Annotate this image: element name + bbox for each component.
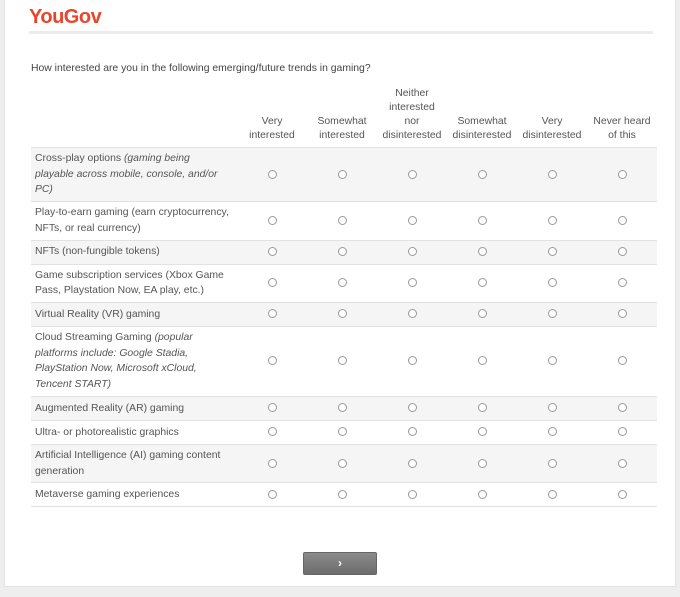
radio-cell xyxy=(587,240,657,264)
radio-cell xyxy=(447,302,517,326)
radio-button[interactable] xyxy=(268,247,277,256)
radio-cell xyxy=(377,396,447,420)
table-row xyxy=(31,264,657,302)
radio-button[interactable] xyxy=(268,356,277,365)
table-row xyxy=(31,444,657,482)
radio-cell xyxy=(517,444,587,482)
row-label-note: (popular platforms include: Google Stadia, PlayStation Now, Microsoft xCloud, Tencent START) xyxy=(35,332,197,391)
radio-button[interactable] xyxy=(338,403,347,412)
radio-cell xyxy=(517,264,587,302)
radio-button[interactable] xyxy=(408,427,417,436)
radio-cell xyxy=(237,264,307,302)
question-text: How interested are you in the following emerging/future trends in gaming? xyxy=(31,63,371,74)
radio-button[interactable] xyxy=(268,309,277,318)
row-label xyxy=(31,444,237,482)
row-label-text: Artificial Intelligence (AI) gaming content generation xyxy=(35,449,221,477)
row-label xyxy=(31,483,237,507)
radio-button[interactable] xyxy=(268,427,277,436)
radio-button[interactable] xyxy=(618,216,627,225)
radio-cell xyxy=(307,302,377,326)
column-header-very-disinterested: Very disinterested xyxy=(522,116,582,141)
radio-cell xyxy=(377,302,447,326)
radio-cell xyxy=(377,240,447,264)
radio-button[interactable] xyxy=(338,278,347,287)
radio-button[interactable] xyxy=(548,309,557,318)
radio-cell xyxy=(517,302,587,326)
radio-button[interactable] xyxy=(478,170,487,179)
radio-cell xyxy=(447,396,517,420)
radio-cell xyxy=(237,396,307,420)
radio-cell xyxy=(307,420,377,444)
radio-button[interactable] xyxy=(338,216,347,225)
row-label-text: Ultra- or photorealistic graphics xyxy=(35,426,179,438)
radio-cell xyxy=(447,202,517,240)
radio-button[interactable] xyxy=(478,247,487,256)
radio-cell xyxy=(587,202,657,240)
table-row xyxy=(31,302,657,326)
radio-button[interactable] xyxy=(408,170,417,179)
radio-button[interactable] xyxy=(618,247,627,256)
radio-cell xyxy=(307,444,377,482)
row-label-text: NFTs (non-fungible tokens) xyxy=(35,246,160,258)
row-label xyxy=(31,240,237,264)
radio-button[interactable] xyxy=(338,170,347,179)
row-label-text: Augmented Reality (AR) gaming xyxy=(35,402,185,414)
row-label-text: Cross-play options xyxy=(35,153,124,164)
radio-button[interactable] xyxy=(618,427,627,436)
radio-cell xyxy=(307,264,377,302)
radio-cell xyxy=(517,396,587,420)
radio-cell xyxy=(587,264,657,302)
radio-button[interactable] xyxy=(408,216,417,225)
row-label-text: Metaverse gaming experiences xyxy=(35,488,180,500)
table-row xyxy=(31,420,657,444)
radio-cell xyxy=(377,483,447,507)
radio-button[interactable] xyxy=(408,356,417,365)
radio-button[interactable] xyxy=(478,427,487,436)
likert-grid xyxy=(31,87,657,507)
radio-cell xyxy=(517,202,587,240)
radio-button[interactable] xyxy=(478,490,487,499)
radio-cell xyxy=(447,326,517,396)
radio-button[interactable] xyxy=(268,403,277,412)
radio-cell xyxy=(517,326,587,396)
radio-cell xyxy=(237,326,307,396)
column-header-very-interested: Very interested xyxy=(249,116,295,141)
radio-button[interactable] xyxy=(408,459,417,468)
radio-cell xyxy=(447,240,517,264)
column-header-neither: Neither interested nor disinterested xyxy=(382,88,442,141)
row-label xyxy=(31,420,237,444)
radio-cell xyxy=(377,326,447,396)
radio-button[interactable] xyxy=(618,403,627,412)
radio-cell xyxy=(307,326,377,396)
radio-button[interactable] xyxy=(478,216,487,225)
radio-cell xyxy=(587,420,657,444)
radio-cell xyxy=(587,148,657,202)
radio-button[interactable] xyxy=(268,170,277,179)
row-label-text: Virtual Reality (VR) gaming xyxy=(35,308,161,320)
radio-cell xyxy=(517,148,587,202)
radio-cell xyxy=(517,483,587,507)
radio-button[interactable] xyxy=(618,170,627,179)
table-row xyxy=(31,483,657,507)
row-label xyxy=(31,302,237,326)
radio-cell xyxy=(377,202,447,240)
table-row xyxy=(31,326,657,396)
radio-button[interactable] xyxy=(478,309,487,318)
radio-cell xyxy=(587,444,657,482)
radio-cell xyxy=(237,420,307,444)
table-row xyxy=(31,148,657,202)
radio-cell xyxy=(237,302,307,326)
radio-button[interactable] xyxy=(548,427,557,436)
radio-button[interactable] xyxy=(268,459,277,468)
radio-cell xyxy=(307,148,377,202)
radio-button[interactable] xyxy=(408,309,417,318)
radio-button[interactable] xyxy=(618,309,627,318)
radio-cell xyxy=(307,202,377,240)
column-header-somewhat-interested: Somewhat interested xyxy=(317,116,367,141)
radio-cell xyxy=(237,148,307,202)
radio-cell xyxy=(587,302,657,326)
radio-cell xyxy=(237,202,307,240)
radio-cell xyxy=(587,326,657,396)
row-label-text: Game subscription services (Xbox Game Pass, Playstation Now, EA play, etc.) xyxy=(35,269,224,297)
radio-button[interactable] xyxy=(478,278,487,287)
row-label-text: Play-to-earn gaming (earn cryptocurrency, NFTs, or real currency) xyxy=(35,207,229,234)
radio-button[interactable] xyxy=(408,247,417,256)
radio-cell xyxy=(447,444,517,482)
radio-cell xyxy=(237,483,307,507)
row-label xyxy=(31,148,237,202)
radio-cell xyxy=(377,264,447,302)
radio-cell xyxy=(307,483,377,507)
yougov-logo: YouGov xyxy=(29,6,102,28)
radio-cell xyxy=(307,240,377,264)
radio-cell xyxy=(587,396,657,420)
radio-cell xyxy=(237,444,307,482)
radio-button[interactable] xyxy=(548,170,557,179)
radio-button[interactable] xyxy=(338,309,347,318)
radio-cell xyxy=(587,483,657,507)
radio-button[interactable] xyxy=(478,459,487,468)
radio-button[interactable] xyxy=(618,356,627,365)
row-label-text: Cloud Streaming Gaming xyxy=(35,332,155,344)
radio-cell xyxy=(377,444,447,482)
column-header-never-heard: Never heard of this xyxy=(593,116,651,141)
radio-button[interactable] xyxy=(268,278,277,287)
radio-button[interactable] xyxy=(338,459,347,468)
radio-cell xyxy=(237,240,307,264)
radio-cell xyxy=(447,148,517,202)
row-label xyxy=(31,264,237,302)
radio-button[interactable] xyxy=(548,247,557,256)
radio-button[interactable] xyxy=(408,490,417,499)
radio-cell xyxy=(377,420,447,444)
radio-button[interactable] xyxy=(338,427,347,436)
column-header-row xyxy=(31,87,657,148)
radio-cell xyxy=(517,240,587,264)
radio-button[interactable] xyxy=(478,403,487,412)
radio-cell xyxy=(447,264,517,302)
row-label xyxy=(31,202,237,240)
radio-cell xyxy=(447,483,517,507)
header-divider xyxy=(29,31,653,34)
row-label xyxy=(31,326,237,396)
survey-page xyxy=(4,0,676,587)
table-row xyxy=(31,202,657,240)
radio-button[interactable] xyxy=(338,490,347,499)
row-label xyxy=(31,396,237,420)
row-label-header xyxy=(31,87,237,148)
radio-button[interactable] xyxy=(618,490,627,499)
radio-button[interactable] xyxy=(268,490,277,499)
radio-button[interactable] xyxy=(548,216,557,225)
table-row xyxy=(31,240,657,264)
radio-button[interactable] xyxy=(548,459,557,468)
radio-button[interactable] xyxy=(548,356,557,365)
next-button[interactable] xyxy=(303,552,377,575)
table-row xyxy=(31,396,657,420)
radio-button[interactable] xyxy=(338,247,347,256)
radio-cell xyxy=(377,148,447,202)
row-label-note: (gaming being playable across mobile, console, and/or PC) xyxy=(35,153,218,196)
radio-button[interactable] xyxy=(548,278,557,287)
radio-button[interactable] xyxy=(618,459,627,468)
column-header-somewhat-disinterested: Somewhat disinterested xyxy=(452,116,512,141)
radio-button[interactable] xyxy=(548,490,557,499)
radio-button[interactable] xyxy=(408,403,417,412)
radio-button[interactable] xyxy=(268,216,277,225)
radio-cell xyxy=(517,420,587,444)
radio-cell xyxy=(307,396,377,420)
radio-cell xyxy=(447,420,517,444)
radio-button[interactable] xyxy=(338,356,347,365)
chevron-right-icon: › xyxy=(338,556,342,570)
radio-button[interactable] xyxy=(408,278,417,287)
radio-button[interactable] xyxy=(548,403,557,412)
radio-button[interactable] xyxy=(618,278,627,287)
radio-button[interactable] xyxy=(478,356,487,365)
